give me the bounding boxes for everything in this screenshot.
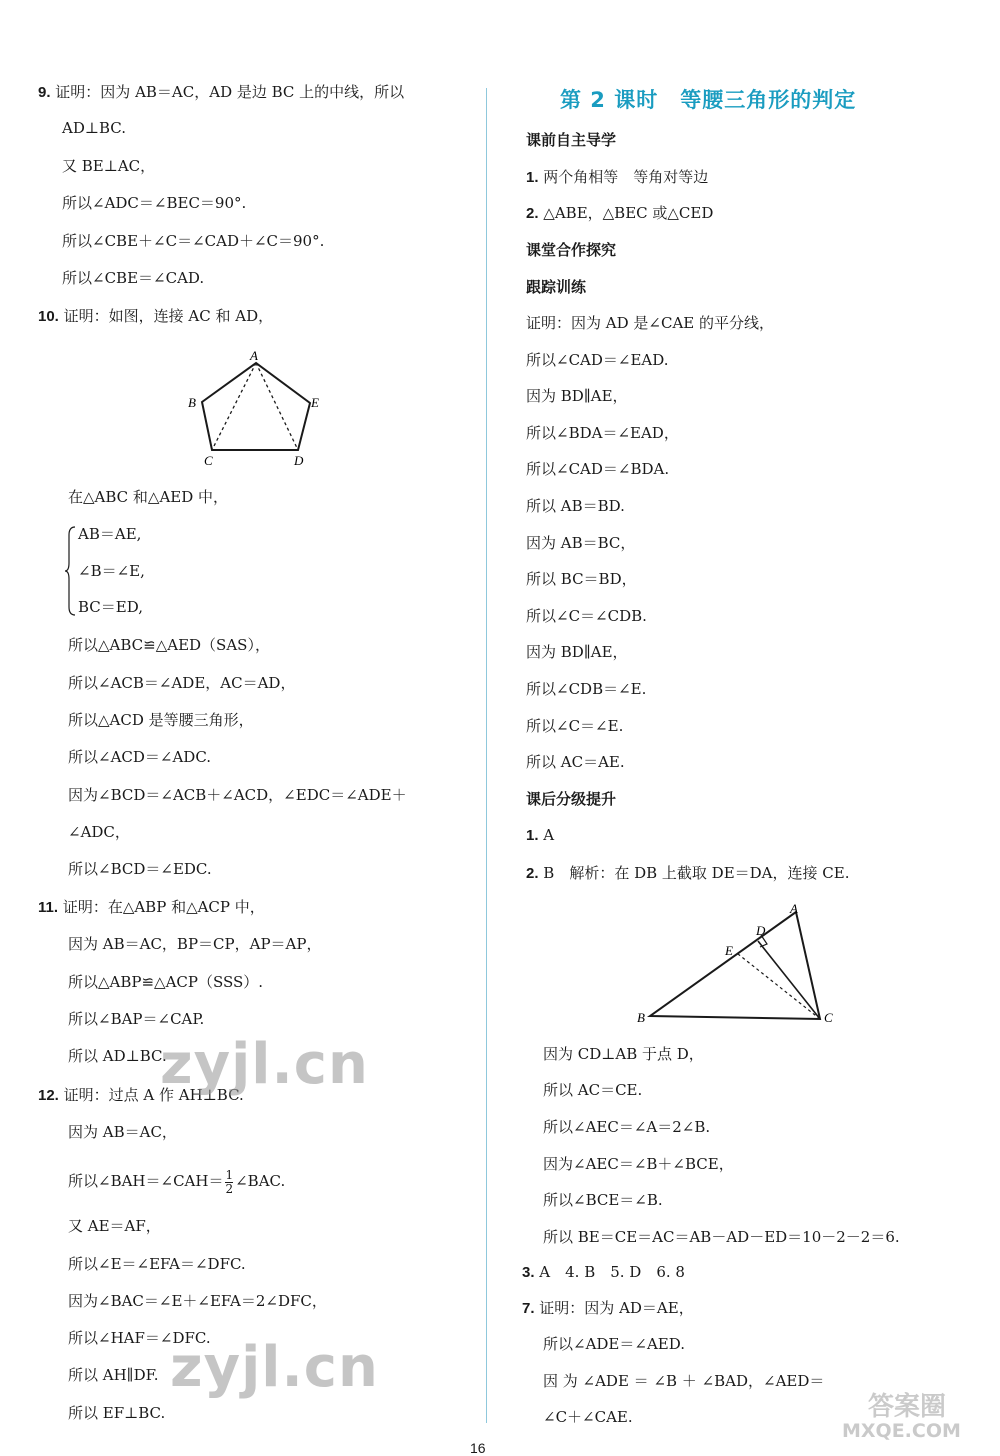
- q11-line-4: 所以∠BAP＝∠CAP.: [68, 1010, 205, 1028]
- q2-line-1: 因为 CD⊥AB 于点 D，: [543, 1045, 704, 1063]
- triangle-label-e: E: [725, 943, 733, 958]
- pre-answer-1: 1. 两个角相等 等角对等边: [526, 168, 709, 186]
- triangle-label-d: D: [756, 923, 766, 938]
- triangle-label-b: B: [637, 1010, 645, 1025]
- q7-line-4: ∠C＋∠CAE.: [543, 1408, 633, 1426]
- q9-line-6: 所以∠CBE＝∠CAD.: [62, 269, 205, 287]
- q2-line-2: 所以 AC＝CE.: [543, 1081, 643, 1099]
- pentagon-figure: [180, 345, 320, 470]
- pentagon-outline: [202, 363, 310, 450]
- q10-system-2: ∠B＝∠E,: [78, 562, 145, 580]
- heading-preclass: 课前自主导学: [526, 131, 617, 149]
- training-line-11: 所以∠CDB＝∠E.: [526, 680, 647, 698]
- diagonal-ac: [212, 363, 256, 450]
- q7-line-2: 所以∠ADE＝∠AED.: [543, 1335, 685, 1353]
- page-number: 16: [470, 1440, 486, 1456]
- system-brace: [64, 525, 76, 617]
- q12-line-7: 所以∠HAF＝∠DFC.: [68, 1329, 211, 1347]
- triangle-label-c: C: [824, 1010, 833, 1025]
- triangle-figure: [630, 898, 845, 1033]
- q12-line-1: 12. 证明：过点 A 作 AH⊥BC.: [38, 1086, 244, 1104]
- q12-line-9: 所以 EF⊥BC.: [68, 1404, 166, 1422]
- pentagon-label-e: E: [311, 395, 319, 410]
- training-line-13: 所以 AC＝AE.: [526, 753, 625, 771]
- watermark-top: zyjl.cn: [160, 1032, 369, 1097]
- after-answer-1: 1. A: [526, 826, 555, 844]
- q9-line-5: 所以∠CBE＋∠C＝∠CAD＋∠C＝90°.: [62, 232, 325, 250]
- heading-training: 跟踪训练: [526, 278, 587, 296]
- q7-line-1: 7. 证明：因为 AD＝AE，: [522, 1299, 694, 1317]
- pentagon-label-c: C: [204, 453, 213, 468]
- pre-answer-2: 2. △ABE，△BEC 或△CED: [526, 204, 714, 222]
- q7-line-3: 因 为 ∠ADE ＝ ∠B ＋ ∠BAD，∠AED＝: [543, 1372, 825, 1390]
- q10-line-7: 因为∠BCD＝∠ACB＋∠ACD，∠EDC＝∠ADE＋: [68, 786, 407, 804]
- pentagon-label-b: B: [188, 395, 196, 410]
- diagonal-ad: [256, 363, 298, 450]
- training-line-1: 证明：因为 AD 是∠CAE 的平分线，: [526, 314, 774, 332]
- q11-line-1: 11. 证明：在△ABP 和△ACP 中，: [38, 898, 265, 916]
- heading-afterclass: 课后分级提升: [526, 790, 617, 808]
- q10-line-6: 所以∠ACD＝∠ADC.: [68, 748, 212, 766]
- training-line-12: 所以∠C＝∠E.: [526, 717, 624, 735]
- q12-line-8: 所以 AH∥DF.: [68, 1366, 159, 1384]
- training-line-9: 所以∠C＝∠CDB.: [526, 607, 647, 625]
- after-answer-2: 2. B 解析：在 DB 上截取 DE＝DA，连接 CE.: [526, 864, 850, 882]
- q10-line-1: 10. 证明：如图，连接 AC 和 AD，: [38, 307, 274, 325]
- q9-line-4: 所以∠ADC＝∠BEC＝90°.: [62, 194, 247, 212]
- q12-line-3: 所以∠BAH＝∠CAH＝ $\frac{1}{2}$ ∠BAC.: [68, 1167, 286, 1196]
- q2-line-4: 因为∠AEC＝∠B＋∠BCE，: [543, 1155, 734, 1173]
- watermark-corner-bottom: MXQE.COM: [842, 1420, 961, 1442]
- q10-line-5: 所以△ACD 是等腰三角形，: [68, 711, 254, 729]
- q2-line-5: 所以∠BCE＝∠B.: [543, 1191, 663, 1209]
- q10-line-8: ∠ADC，: [68, 823, 130, 841]
- training-line-7: 因为 AB＝BC，: [526, 534, 636, 552]
- q2-line-3: 所以∠AEC＝∠A＝2∠B.: [543, 1118, 711, 1136]
- q11-line-2: 因为 AB＝AC，BP＝CP，AP＝AP，: [68, 935, 322, 953]
- q9-line-1: 9. 证明：因为 AB＝AC，AD 是边 BC 上的中线，所以: [38, 83, 405, 101]
- heading-inclass: 课堂合作探究: [526, 241, 617, 259]
- training-line-5: 所以∠CAD＝∠BDA.: [526, 460, 670, 478]
- training-line-6: 所以 AB＝BD.: [526, 497, 625, 515]
- column-divider: [486, 88, 487, 1423]
- q12-line-5: 所以∠E＝∠EFA＝∠DFC.: [68, 1255, 246, 1273]
- q2-line-6: 所以 BE＝CE＝AC＝AB－AD－ED＝10－2－2＝6.: [543, 1228, 900, 1246]
- training-line-10: 因为 BD∥AE，: [526, 643, 628, 661]
- pentagon-label-a: A: [250, 348, 258, 363]
- triangle-outline: [650, 912, 820, 1019]
- triangle-label-a: A: [790, 901, 798, 916]
- q10-system-1: AB＝AE,: [78, 525, 142, 543]
- training-line-2: 所以∠CAD＝∠EAD.: [526, 351, 669, 369]
- training-line-3: 因为 BD∥AE，: [526, 387, 628, 405]
- answers-3-6: 3. A 4. B 5. D 6. 8: [522, 1263, 685, 1281]
- pentagon-label-d: D: [294, 453, 304, 468]
- training-line-4: 所以∠BDA＝∠EAD，: [526, 424, 679, 442]
- q10-line-2: 在△ABC 和△AED 中，: [68, 488, 229, 506]
- watermark-bottom: zyjl.cn: [170, 1335, 379, 1400]
- q10-line-3: 所以△ABC≌△AED（SAS），: [68, 636, 270, 654]
- q10-line-9: 所以∠BCD＝∠EDC.: [68, 860, 212, 878]
- q12-line-4: 又 AE＝AF，: [68, 1217, 161, 1235]
- q11-line-5: 所以 AD⊥BC.: [68, 1047, 167, 1065]
- watermark-corner-top: 答案圈: [868, 1392, 947, 1422]
- q10-system-3: BC＝ED,: [78, 598, 143, 616]
- q12-line-2: 因为 AB＝AC，: [68, 1123, 177, 1141]
- section-title: 第 2 课时 等腰三角形的判定: [560, 88, 857, 112]
- fraction-half: $\frac{1}{2}$: [225, 1167, 234, 1196]
- q9-line-3: 又 BE⊥AC，: [62, 157, 156, 175]
- training-line-8: 所以 BC＝BD，: [526, 570, 637, 588]
- q10-line-4: 所以∠ACB＝∠ADE，AC＝AD，: [68, 674, 296, 692]
- q11-line-3: 所以△ABP≌△ACP（SSS）.: [68, 973, 264, 991]
- q12-line-6: 因为∠BAC＝∠E＋∠EFA＝2∠DFC，: [68, 1292, 327, 1310]
- q9-line-2: AD⊥BC.: [62, 119, 126, 137]
